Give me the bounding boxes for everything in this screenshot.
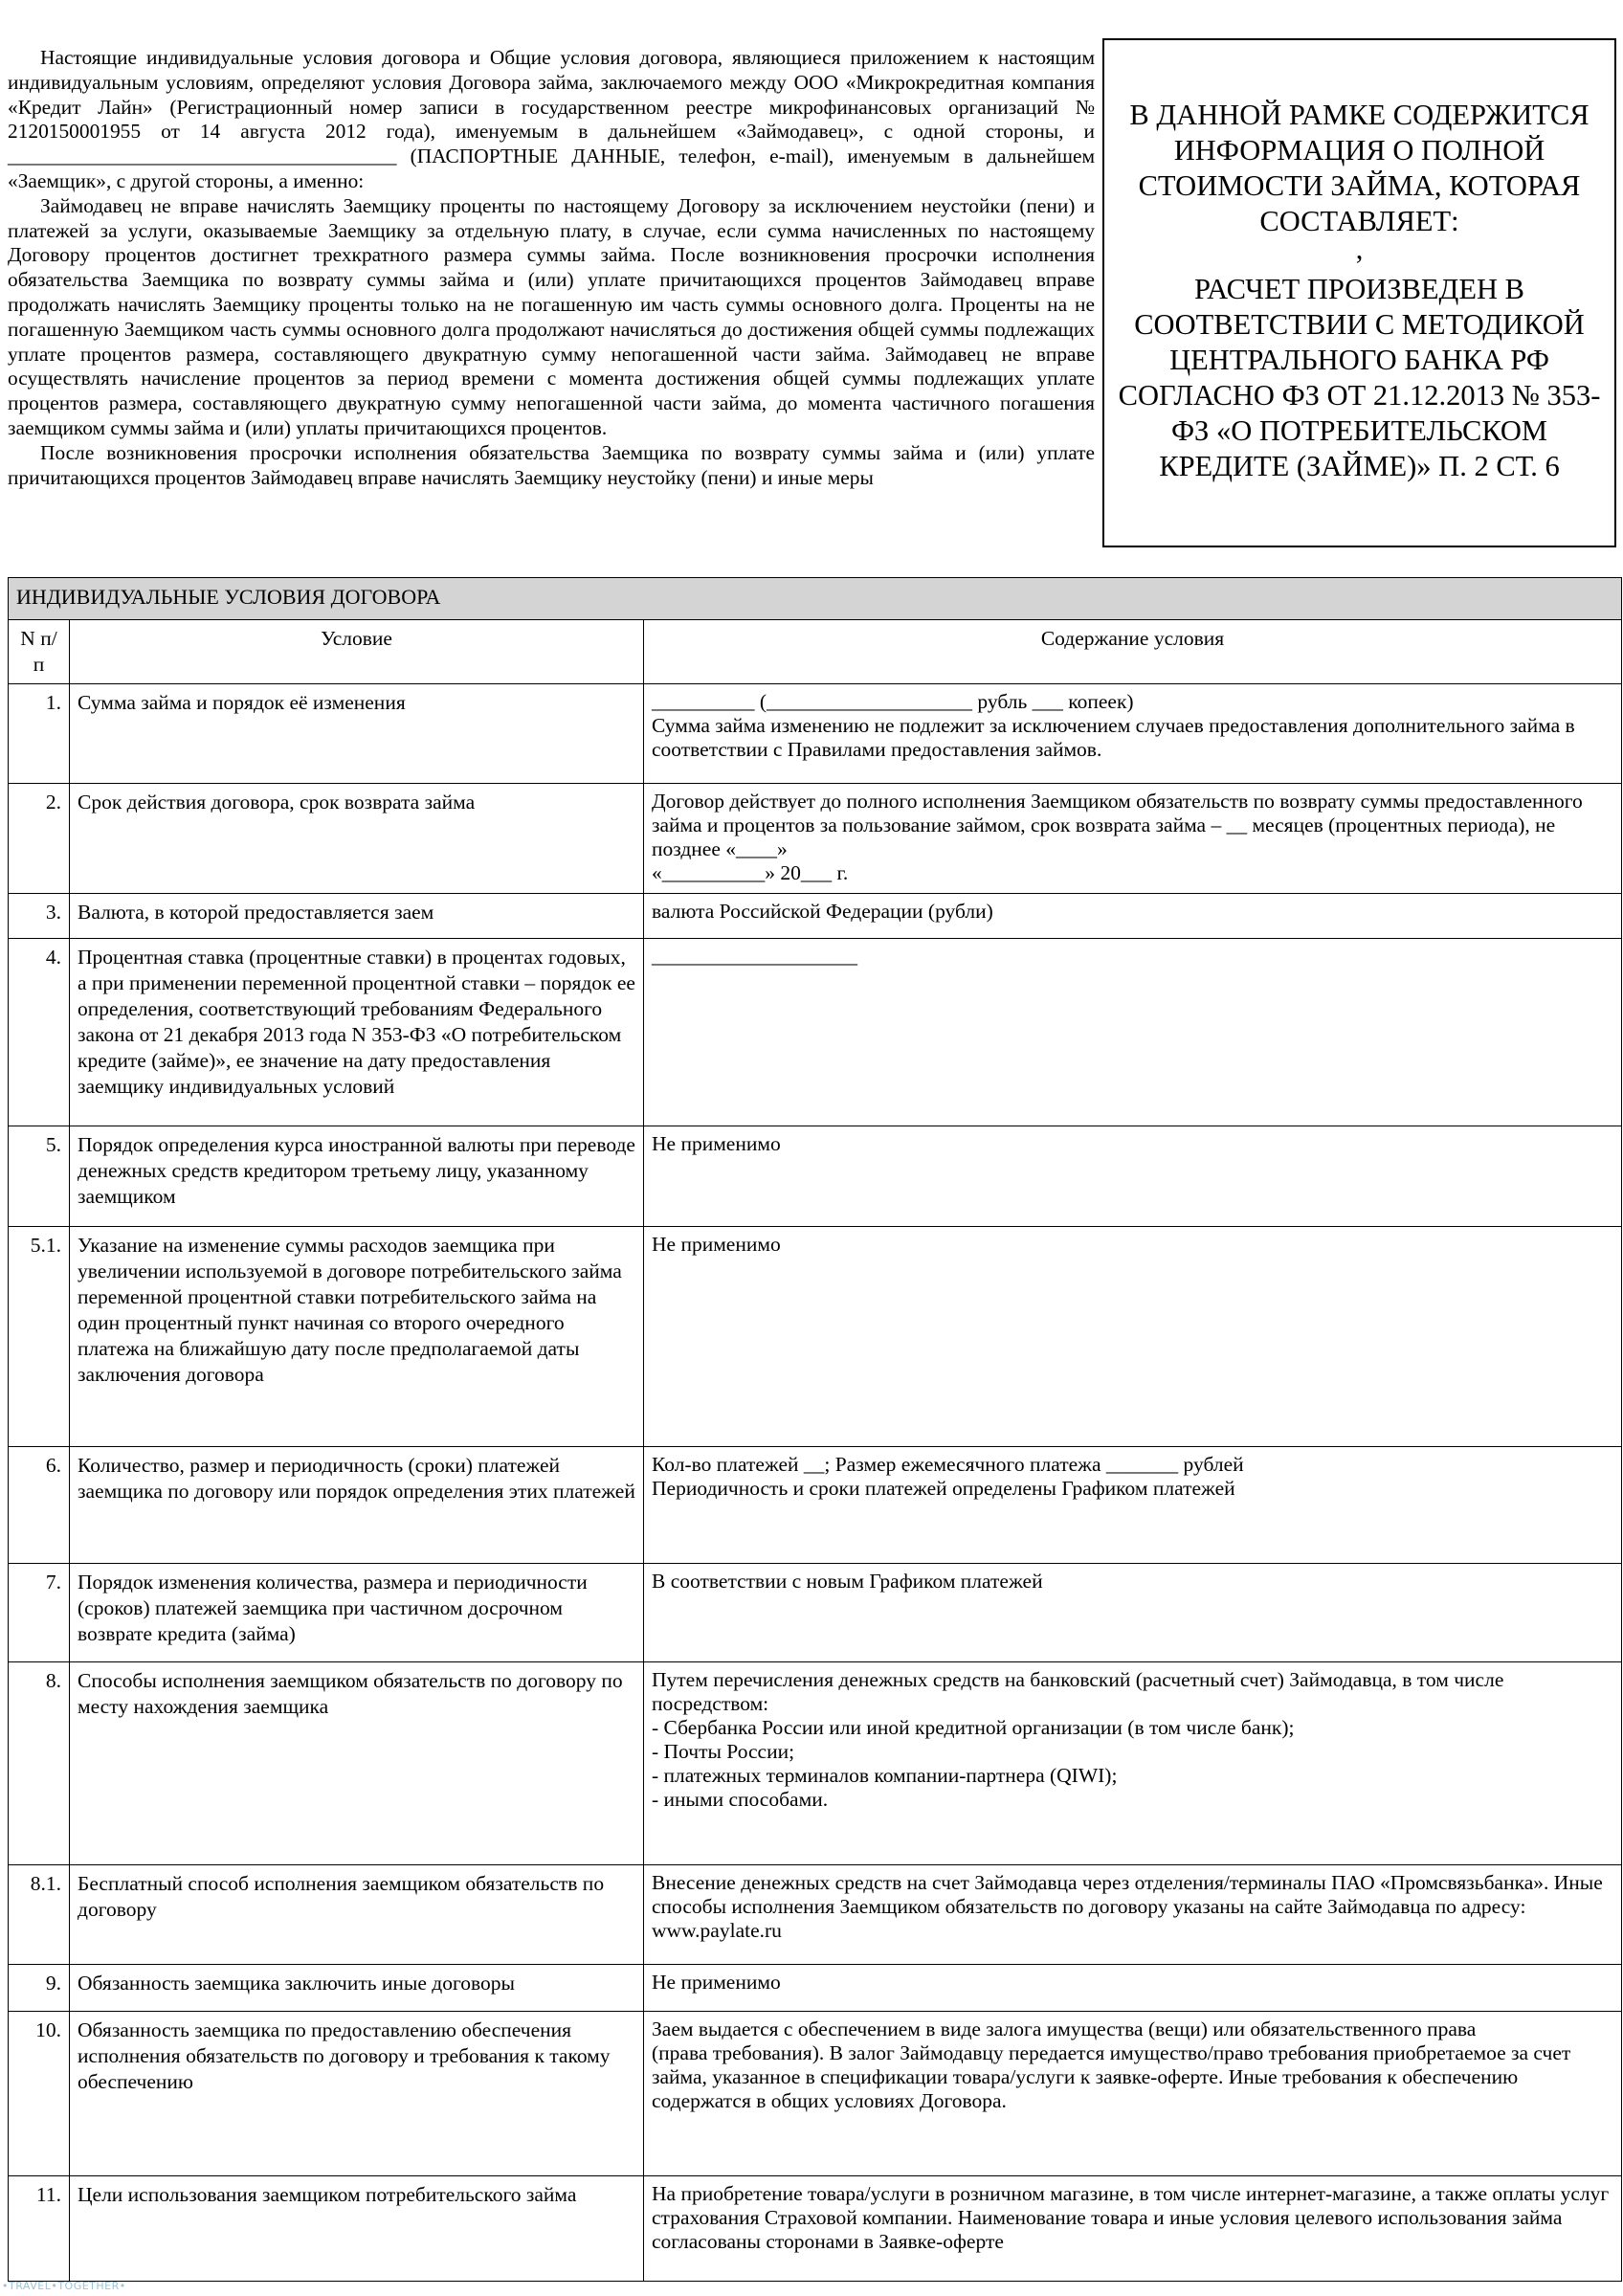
row-condition: Бесплатный способ исполнения заемщиком обязательств по договору bbox=[70, 1865, 644, 1965]
preamble-paragraph-1: Настоящие индивидуальные условия договора и Общие условия договора, являющиеся приложением к настоящим индивидуальным условиям, определяют условия Договора займа, заключаемого между ООО «Микрокредитная компания «Кредит Лайн» (Регистрационный номер записи в государственном реестре микрофинансовых организаций № 2120150001955 от 14 августа 2012 года), именуемым в дальнейшем «Займодавец», с одной стороны, и ______________________________________ (ПАСПОРТНЫЕ ДАННЫЕ, телефон, e-mail), именуемым в дальнейшем «Заемщик», с другой стороны, а именно: bbox=[8, 46, 1095, 192]
content-line: валюта Российской Федерации (рубли) bbox=[652, 900, 993, 923]
content-line: Внесение денежных средств на счет Займодавца через отделения/терминалы ПАО «Промсвязьбанка». Иные способы исполнения Заемщиком обязательств по договору указаны на сайте Займодавца по адресу: www.paylate.ru bbox=[652, 1871, 1603, 1942]
table-row bbox=[9, 2012, 1622, 2176]
cost-box-heading: В ДАННОЙ РАМКЕ СОДЕРЖИТСЯ ИНФОРМАЦИЯ О ПОЛНОЙ СТОИМОСТИ ЗАЙМА, КОТОРАЯ СОСТАВЛЯЕТ: bbox=[1129, 99, 1590, 237]
content-line: Договор действует до полного исполнения Заемщиком обязательств по возврату суммы предоставленного займа и процентов за пользование займом, срок возврата займа – __ месяцев (процентных периода), не позднее «____» bbox=[652, 790, 1583, 860]
row-number: 6. bbox=[9, 1447, 70, 1564]
content-line: В соответствии с новым Графиком платежей bbox=[652, 1570, 1043, 1593]
table-row bbox=[9, 1965, 1622, 2012]
table-row bbox=[9, 1447, 1622, 1564]
row-content bbox=[644, 1564, 1622, 1662]
table-row bbox=[9, 1662, 1622, 1865]
row-content bbox=[644, 684, 1622, 784]
cost-box-value-placeholder: , bbox=[1355, 233, 1364, 265]
loan-cost-box bbox=[1102, 38, 1616, 547]
content-line: - Сбербанка России или иной кредитной организации (в том числе банк); bbox=[652, 1716, 1295, 1739]
content-line: ____________________ bbox=[652, 945, 857, 968]
row-number: 3. bbox=[9, 894, 70, 939]
row-number: 2. bbox=[9, 784, 70, 894]
content-line: Не применимо bbox=[652, 1132, 781, 1155]
table-row bbox=[9, 2176, 1622, 2282]
row-condition: Процентная ставка (процентные ставки) в процентах годовых, а при применении переменной процентной ставки – порядок ее определения, соответствующий требованиям Федерального закона от 21 декабря 2013 года N 353-ФЗ «О потребительском кредите (займе)», ее значение на дату предоставления заемщику индивидуальных условий bbox=[70, 939, 644, 1126]
content-line: Сумма займа изменению не подлежит за исключением случаев предоставления дополнительного займа в соответствии с Правилами предоставления займов. bbox=[652, 714, 1575, 761]
content-line: - иными способами. bbox=[652, 1788, 829, 1811]
content-line: «__________» 20___ г. bbox=[652, 861, 849, 884]
row-content bbox=[644, 1662, 1622, 1865]
row-content bbox=[644, 1126, 1622, 1227]
watermark: •TRAVEL•TOGETHER• bbox=[2, 2280, 126, 2292]
row-content bbox=[644, 939, 1622, 1126]
row-number: 1. bbox=[9, 684, 70, 784]
row-condition: Порядок определения курса иностранной валюты при переводе денежных средств кредитором третьему лицу, указанному заемщиком bbox=[70, 1126, 644, 1227]
content-line: - платежных терминалов компании-партнера (QIWI); bbox=[652, 1764, 1118, 1787]
row-number: 8. bbox=[9, 1662, 70, 1865]
row-number: 7. bbox=[9, 1564, 70, 1662]
preamble-paragraph-2: Займодавец не вправе начислять Заемщику проценты по настоящему Договору за исключением неустойки (пени) и платежей за услуги, оказываемые Заемщику за отдельную плату, в случае, если сумма начисленных по настоящему Договору процентов достигнет трехкратного размера суммы займа. После возникновения просрочки исполнения обязательства Заемщика по возврату суммы займа и (или) уплате причитающихся процентов Займодавец вправе продолжать начислять Заемщику проценты только на не погашенную им часть суммы основного долга. Проценты на не погашенную Заемщиком часть суммы основного долга продолжают начисляться до достижения общей суммы подлежащих уплате процентов размера, составляющего двукратную сумму непогашенной части займа. Займодавец не вправе осуществлять начисление процентов за период времени с момента достижения общей суммы подлежащих уплате процентов размера, составляющего двукратную сумму непогашенной части займа, до момента частичного погашения заемщиком суммы займа и (или) уплаты причитающихся процентов. bbox=[8, 193, 1095, 439]
row-number: 8.1. bbox=[9, 1865, 70, 1965]
row-condition: Количество, размер и периодичность (сроки) платежей заемщика по договору или порядок определения этих платежей bbox=[70, 1447, 644, 1564]
content-line: Не применимо bbox=[652, 1233, 781, 1256]
table-row bbox=[9, 1564, 1622, 1662]
row-condition: Сумма займа и порядок её изменения bbox=[70, 684, 644, 784]
table-row bbox=[9, 1865, 1622, 1965]
cost-box-calculation-note: РАСЧЕТ ПРОИЗВЕДЕН В СООТВЕТСТВИИ С МЕТОДИКОЙ ЦЕНТРАЛЬНОГО БАНКА РФ СОГЛАСНО ФЗ ОТ 21.12.2013 № 353-ФЗ «О ПОТРЕБИТЕЛЬСКОМ КРЕДИТЕ (ЗАЙМЕ)» П. 2 СТ. 6 bbox=[1118, 273, 1601, 482]
row-condition: Способы исполнения заемщиком обязательств по договору по месту нахождения заемщика bbox=[70, 1662, 644, 1865]
column-header-content: Содержание условия bbox=[644, 620, 1622, 684]
row-condition: Указание на изменение суммы расходов заемщика при увеличении используемой в договоре потребительского займа переменной процентной ставки потребительского займа на один процентный пункт начиная со второго очередного платежа на ближайшую дату после предполагаемой даты заключения договора bbox=[70, 1227, 644, 1447]
row-condition: Порядок изменения количества, размера и периодичности (сроков) платежей заемщика при частичном досрочном возврате кредита (займа) bbox=[70, 1564, 644, 1662]
row-content bbox=[644, 784, 1622, 894]
row-content bbox=[644, 1865, 1622, 1965]
content-line: Не применимо bbox=[652, 1971, 781, 1994]
content-line: Кол-во платежей __; Размер ежемесячного платежа _______ рублей bbox=[652, 1453, 1244, 1476]
content-line: - Почты России; bbox=[652, 1740, 795, 1763]
row-condition: Цели использования заемщиком потребительского займа bbox=[70, 2176, 644, 2282]
row-number: 9. bbox=[9, 1965, 70, 2012]
table-row bbox=[9, 784, 1622, 894]
column-header-number: N п/п bbox=[9, 620, 70, 684]
table-row bbox=[9, 894, 1622, 939]
row-number: 5. bbox=[9, 1126, 70, 1227]
content-line: __________ (____________________ рубль ___ копеек) bbox=[652, 690, 1134, 713]
table-row bbox=[9, 1227, 1622, 1447]
row-number: 10. bbox=[9, 2012, 70, 2176]
table-title: ИНДИВИДУАЛЬНЫЕ УСЛОВИЯ ДОГОВОРА bbox=[9, 578, 1622, 620]
row-content bbox=[644, 1447, 1622, 1564]
table-row bbox=[9, 684, 1622, 784]
content-line: (права требования). В залог Займодавцу передается имущество/право требования приобретаемое за счет займа, указанное в спецификации товара/услуги к заявке-оферте. Иные требования к обеспечению содержатся в общих условиях Договора. bbox=[652, 2041, 1571, 2112]
row-number: 5.1. bbox=[9, 1227, 70, 1447]
table-row bbox=[9, 1126, 1622, 1227]
row-condition: Обязанность заемщика заключить иные договоры bbox=[70, 1965, 644, 2012]
row-condition: Срок действия договора, срок возврата займа bbox=[70, 784, 644, 894]
table-row bbox=[9, 939, 1622, 1126]
content-line: Путем перечисления денежных средств на банковский (расчетный счет) Займодавца, в том числе посредством: bbox=[652, 1668, 1504, 1715]
row-content bbox=[644, 2176, 1622, 2282]
column-header-condition: Условие bbox=[70, 620, 644, 684]
row-number: 11. bbox=[9, 2176, 70, 2282]
row-content bbox=[644, 2012, 1622, 2176]
preamble bbox=[8, 46, 1095, 490]
preamble-paragraph-3: После возникновения просрочки исполнения обязательства Заемщика по возврату суммы займа и (или) уплате причитающихся процентов Займодавец вправе начислять Заемщику неустойку (пени) и иные меры bbox=[8, 440, 1095, 489]
table-body bbox=[9, 684, 1622, 2282]
row-condition: Обязанность заемщика по предоставлению обеспечения исполнения обязательств по договору и требования к такому обеспечению bbox=[70, 2012, 644, 2176]
content-line: На приобретение товара/услуги в розничном магазине, в том числе интернет-магазине, а также оплаты услуг страхования Страховой компании. Наименование товара и иные условия целевого использования займа согласованы сторонами в Заявке-оферте bbox=[652, 2182, 1610, 2253]
row-condition: Валюта, в которой предоставляется заем bbox=[70, 894, 644, 939]
row-content bbox=[644, 1227, 1622, 1447]
content-line: Заем выдается с обеспечением в виде залога имущества (вещи) или обязательственного права bbox=[652, 2017, 1477, 2040]
row-number: 4. bbox=[9, 939, 70, 1126]
content-line: Периодичность и сроки платежей определены Графиком платежей bbox=[652, 1477, 1235, 1500]
row-content bbox=[644, 894, 1622, 939]
individual-terms-table bbox=[8, 577, 1622, 2282]
row-content bbox=[644, 1965, 1622, 2012]
